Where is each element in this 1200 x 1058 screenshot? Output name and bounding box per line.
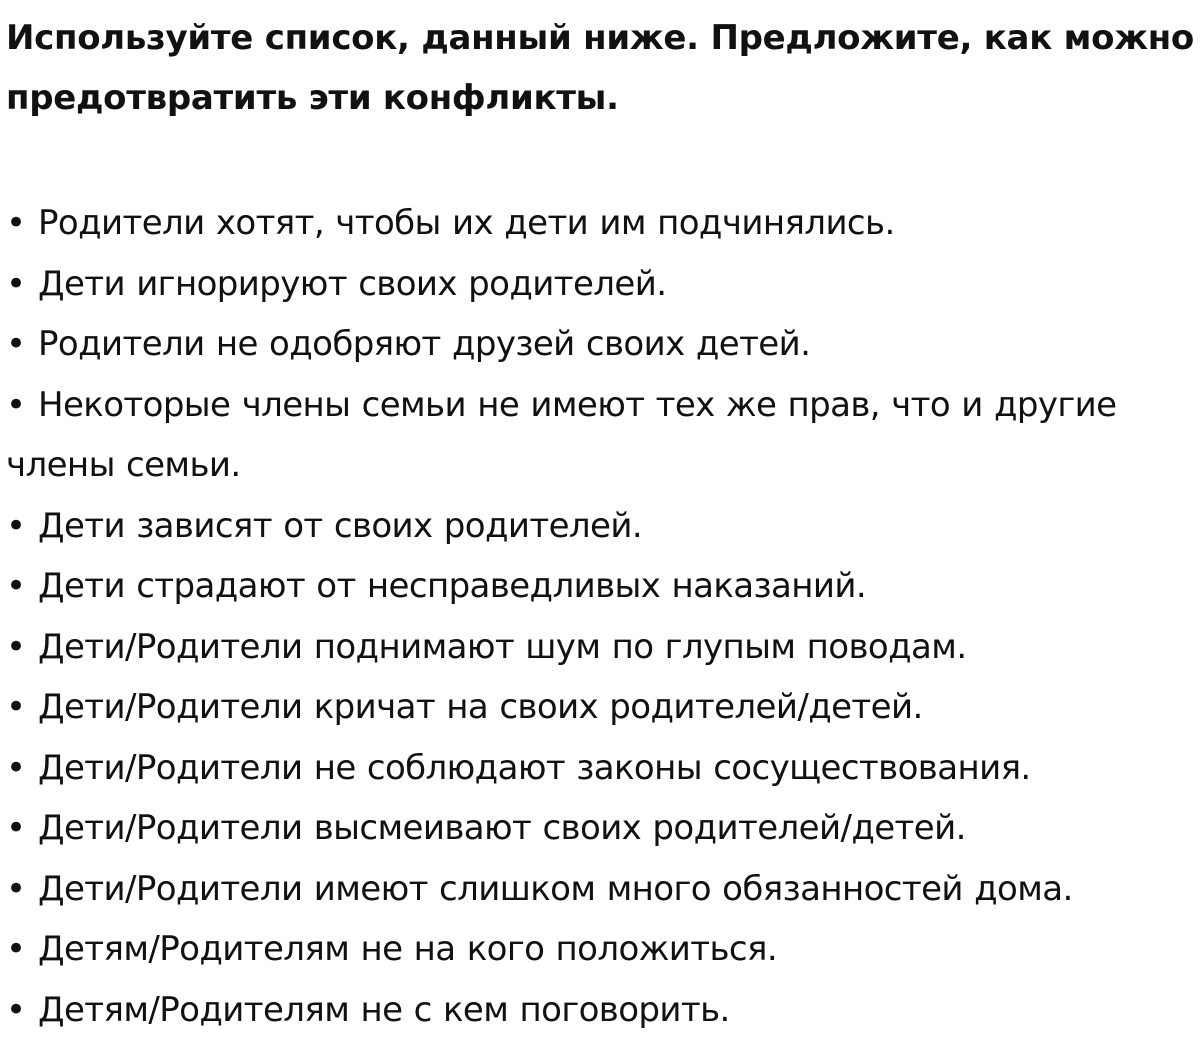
bullet-icon: •: [6, 687, 26, 727]
bullet-icon: •: [6, 747, 26, 788]
list-item-text: Родители хотят, чтобы их дети им подчинялись.: [38, 203, 895, 243]
bullet-icon: •: [6, 263, 26, 304]
document-page: [6, 8, 1194, 1030]
list-item: [6, 375, 1194, 496]
list-item-text: Дети/Родители поднимают шум по глупым поводам.: [38, 626, 967, 667]
conflict-list: [6, 193, 1194, 1040]
list-item: [6, 738, 1194, 799]
bullet-icon: •: [6, 324, 26, 364]
bullet-icon: •: [6, 505, 26, 546]
list-item: [6, 254, 1194, 315]
list-item: [6, 496, 1194, 557]
list-item: [6, 677, 1194, 738]
bullet-icon: •: [6, 989, 26, 1030]
list-item-text: Дети/Родители высмеивают своих родителей/детей.: [38, 808, 966, 848]
bullet-icon: •: [6, 203, 26, 243]
list-item-text: Дети/Родители не соблюдают законы сосуществования.: [38, 747, 1031, 788]
list-item-text: Дети страдают от несправедливых наказаний.: [38, 566, 867, 606]
bullet-icon: •: [6, 929, 26, 969]
bullet-icon: •: [6, 868, 26, 909]
list-item-text: Дети игнорируют своих родителей.: [38, 263, 667, 304]
list-item: [6, 980, 1194, 1041]
list-item: [6, 193, 1194, 254]
list-item: [6, 314, 1194, 375]
list-item: [6, 556, 1194, 617]
list-item: [6, 919, 1194, 980]
bullet-icon: •: [6, 566, 26, 606]
task-heading: Используйте список, данный ниже. Предложите, как можно предотвратить эти конфликты.: [6, 18, 1194, 118]
list-item: [6, 798, 1194, 859]
list-item-text: Дети зависят от своих родителей.: [38, 505, 643, 546]
list-item-text: Родители не одобряют друзей своих детей.: [38, 324, 811, 364]
list-item-text: Детям/Родителям не с кем поговорить.: [38, 989, 730, 1030]
list-item-text: Дети/Родители имеют слишком много обязанностей дома.: [38, 868, 1073, 909]
list-item-text: Дети/Родители кричат на своих родителей/детей.: [38, 687, 923, 727]
list-item: [6, 617, 1194, 678]
bullet-icon: •: [6, 626, 26, 667]
list-item-text: Детям/Родителям не на кого положиться.: [38, 929, 778, 969]
list-item-text: Некоторые члены семьи не имеют тех же прав, что и другие члены семьи.: [6, 384, 1117, 485]
list-item: [6, 859, 1194, 920]
bullet-icon: •: [6, 808, 26, 848]
bullet-icon: •: [6, 384, 26, 425]
